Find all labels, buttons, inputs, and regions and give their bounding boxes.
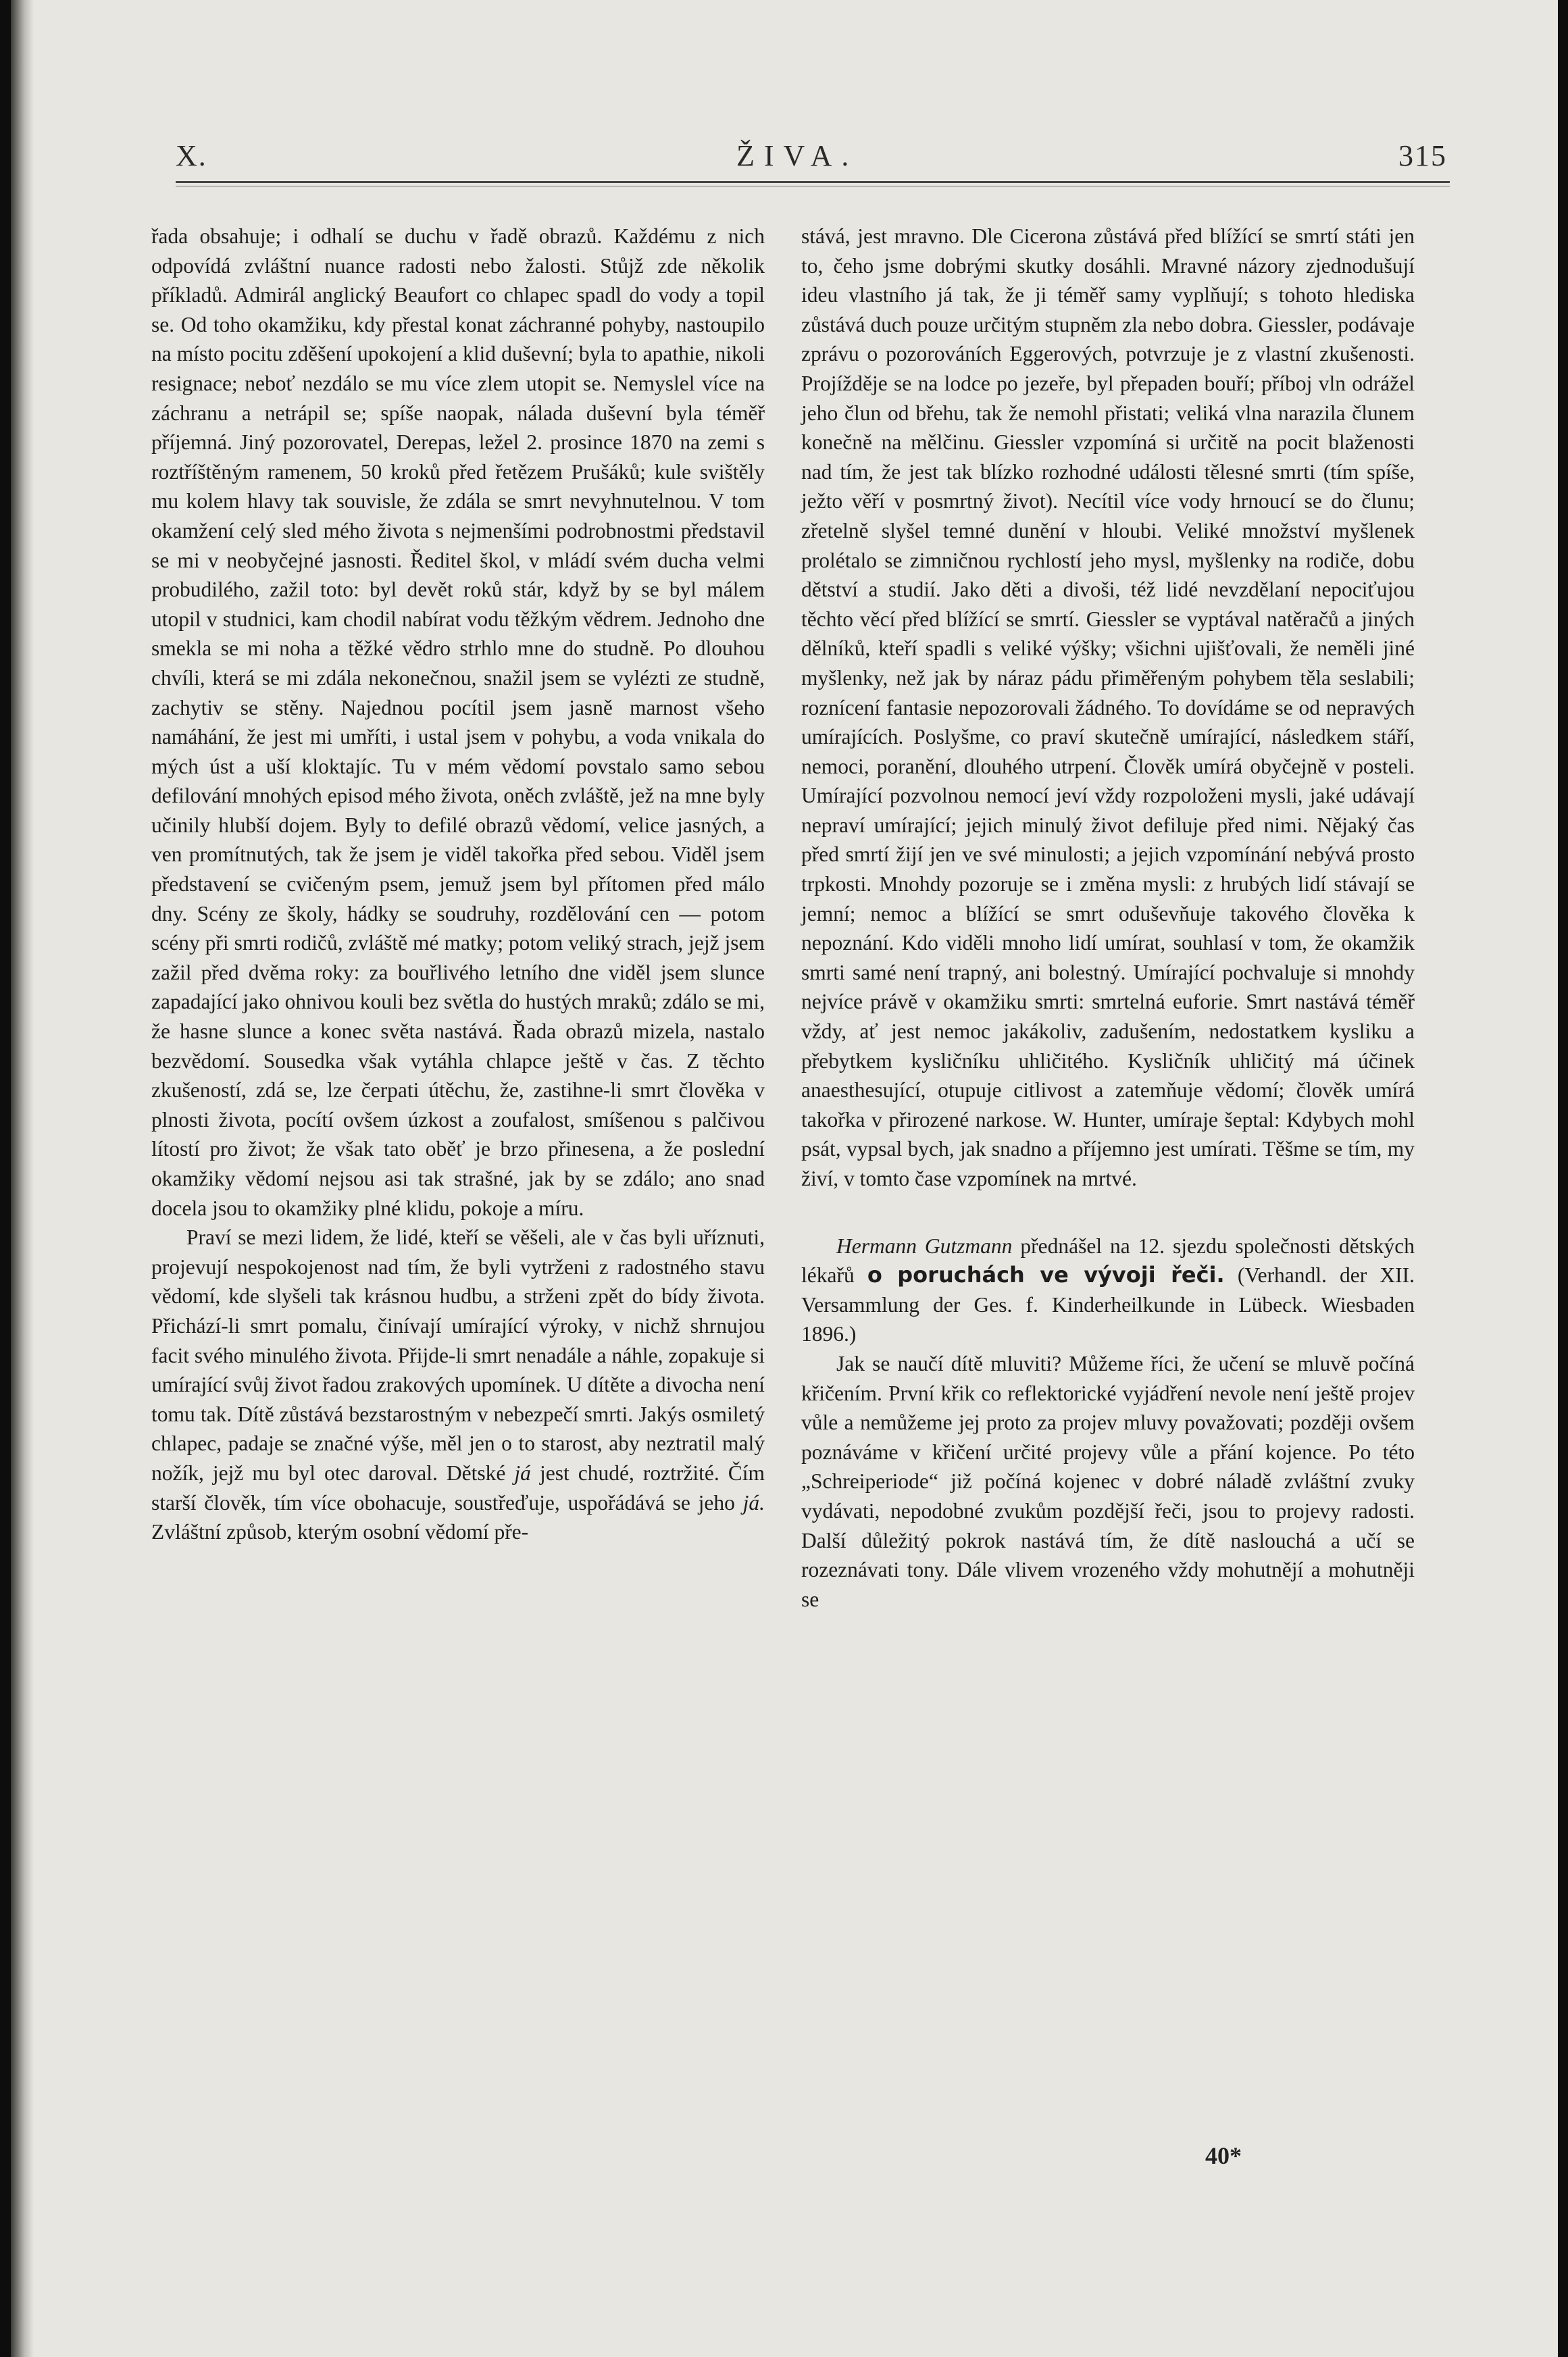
right-column (801, 222, 1415, 1614)
ja-italic-2: já. (742, 1490, 765, 1515)
left-column (151, 222, 765, 1547)
left-paragraph-2 (151, 1223, 765, 1547)
right-paragraph-3: Jak se naučí dítě mluviti? Můžeme říci, že učení se mluvě počíná křičením. První křik co reflektorické vyjádření nevole není ještě projev vůle a nemůžeme jej proto za projev mluvy považovati; později ovšem poznáváme v křičení určité projevy vůle a přání kojence. Po této „Schreiperiode“ již počíná kojenec v dobré náladě zvláštní zvuky vydávati, nepodobné zvukům pozdější řeči, jsou to projevy radosti. Další důležitý pokrok nastává tím, že dítě naslouchá a učí se rozeznávati tony. Dále vlivem vrozeného vždy mohutnějí a mohutněji se (801, 1351, 1415, 1611)
header-rule (176, 181, 1450, 186)
printer-signature: 40* (1205, 2142, 1242, 2169)
right-paragraph-2-a: přednášel na 12. sjezdu společnosti dětských lékařů (801, 1234, 1415, 1288)
running-header (176, 138, 1447, 176)
volume-number: X. (176, 139, 207, 172)
left-paragraph-2-mid: jest chudé, roztržité. Čím starší člověk, tím více obohacuje, soustřeďuje, uspořádává se jeho (151, 1461, 765, 1515)
author-name: Hermann Gutzmann (836, 1234, 1013, 1258)
right-paragraph-2 (801, 1232, 1415, 1349)
page (11, 0, 1558, 2357)
ja-italic-1: já (514, 1461, 531, 1485)
journal-title: ŽIVA. (736, 139, 859, 172)
page-edge-shadow (11, 0, 34, 2357)
left-paragraph-1: řada obsahuje; i odhalí se duchu v řadě obrazů. Každému z nich odpovídá zvláštní nuance radosti nebo žalosti. Stůjž zde několik příkladů. Admirál anglický Beaufort co chlapec spadl do vody a topil se. Od toho okamžiku, kdy přestal konat záchranné pohyby, nastoupilo na místo pocitu zděšení upokojení a klid duševní; byla to apathie, nikoli resignace; neboť nezdálo se mu více zlem utopit se. Nemyslel více na záchranu a netrápil se; spíše naopak, nálada duševní byla téměř příjemná. Jiný pozorovatel, Derepas, ležel 2. prosince 1870 na zemi s roztříštěným ramenem, 50 kroků před řetězem Prušáků; kule svištěly mu kolem hlavy tak souvisle, že zdála se smrt nevyhnutelnou. V tom okamžení celý sled mého života s nejmenšími podrobnostmi představil se mi v neobyčejné jasnosti. Ředitel škol, v mládí svém ducha velmi probudilého, zažil toto: byl devět roků stár, když by se byl málem utopil v studnici, kam chodil nabírat vodu těžkým vědrem. Jednoho dne smekla se mi noha a těžké vědro strhlo mne do studně. Po dlouhou chvíli, která se mi zdála nekonečnou, snažil jsem se vylézti ze studně, zachytiv se stěny. Najednou pocítil jsem jasně marnost všeho namáhání, že jest mi umříti, i ustal jsem v pohybu, a voda vnikala do mých úst a uší kloktajíc. Tu v mém vědomí povstalo samo sebou defilování mnohých episod mého života, oněch zvláště, jež na mne byly učinily hlubší dojem. Byly to defilé obrazů vědomí, velice jasných, a ven promítnutých, tak že jsem je viděl takořka před sebou. Viděl jsem představení se cvičeným psem, jemuž jsem byl přítomen před málo dny. Scény ze školy, hádky se soudruhy, rozdělování cen — potom scény při smrti rodičů, zvláště mé matky; potom veliký strach, jejž jsem zažil před dvěma roky: za bouřlivého letního dne viděl jsem slunce zapadající jako ohnivou kouli bez světla do hustých mraků; zdálo se mi, že hasne slunce a konec světa nastává. Řada obrazů mizela, nastalo bezvědomí. Sousedka však vytáhla chlapce ještě v čas. Z těchto zkušeností, zdá se, lze čerpati útěchu, že, zastihne-li smrt člověka v plnosti života, pocítí ovšem úzkost a zoufalost, smíšenou s palčivou lítostí pro život; že však tato oběť je brzo přinesena, a že poslední okamžiky vědomí nejsou asi tak strašné, jak by se zdálo; ano snad docela jsou to okamžiky plné klidu, pokoje a míru. (151, 224, 765, 1220)
left-paragraph-2-text: Praví se mezi lidem, že lidé, kteří se věšeli, ale v čas byli uříznuti, projevují nespokojenost nad tím, že byli vytrženi z radostného stavu vědomí, kde slyšeli tak krásnou hudbu, a strženi zpět do bídy života. Přichází-li smrt pomalu, činívají umírající výroky, v nichž shrnujou facit svého minulého života. Přijde-li smrt nenadále a náhle, zopakuje si umírající svůj život řadou zrakových upomínek. U dítěte a divocha není tomu tak. Dítě zůstává bezstarostným v nebezpečí smrti. Jakýs osmiletý chlapec, padaje se značné výše, měl jen o to starost, aby neztratil malý nožík, jejž mu byl otec daroval. Dětské (151, 1225, 765, 1485)
page-number: 315 (1398, 139, 1447, 172)
right-paragraph-1: stává, jest mravno. Dle Cicerona zůstává před blížící se smrtí státi jen to, čeho jsme dobrými skutky dosáhli. Mravné názory zjednodušují ideu vlastního já tak, že ji téměř samy vyplňují; s tohoto hlediska zůstává duch pouze určitým stupněm zla nebo dobra. Giessler, podávaje zprávu o pozorováních Eggerových, potvrzuje je z vlastní zkušenosti. Projížděje se na lodce po jezeře, byl přepaden bouří; příboj vln odrážel jeho člun od břehu, tak že nemohl přistati; veliká vlna narazila člunem konečně na mělčinu. Giessler vzpomíná si určitě na pocit blaženosti nad tím, že jest tak blízko rozhodné události tělesné smrti (tím spíše, ježto věří v posmrtný život). Necítil více vody hrnoucí se do člunu; zřetelně slyšel temné dunění v hloubi. Veliké množství myšlenek prolétalo se zimničnou rychlostí jeho mysl, myšlenky na rodiče, dobu dětství a studií. Jako děti a divoši, též lidé nevzdělaní nepociťujou těchto věcí před blížící se smrtí. Giessler se vyptával natěračů a jiných dělníků, kteří spadli s veliké výšky; všichni ujišťovali, že neměli jiné myšlenky, než jak by náraz pádu přiměřeným pohybem těla seslabili; roznícení fantasie nepozorovali žádného. To dovídáme se od nepravých umírajících. Poslyšme, co praví skutečně umírající, následkem stáří, nemoci, poranění, dlouhého utrpení. Člověk umírá obyčejně v posteli. Umírající pozvolnou nemocí jeví vždy rozpoloženi mysli, jaké udávají nepraví umírající; jejich minulý život defiluje před nimi. Nějaký čas před smrtí žijí jen ve své minulosti; a jejich vzpomínání nebývá prosto trpkosti. Mnohdy pozoruje se i změna mysli: z hrubých lidí stávají se jemní; nemoc a blížící se smrt oduševňuje takového člověka k nepoznání. Kdo viděli mnoho lidí umírat, souhlasí v tom, že okamžik smrti samé není trapný, ani bolestný. Umírající pochvaluje si mnohdy nejvíce právě v okamžiku smrti: smrtelná euforie. Smrt nastává téměř vždy, ať jest nemoc jakákoliv, zadušením, nedostatkem kysliku a přebytkem kysličníku uhličitého. Kysličník uhličitý má účinek anaesthesující, otupuje citlivost a zatemňuje vědomí; člověk umírá takořka v přirozené narkose. W. Hunter, umíraje šeptal: Kdybych mohl psát, vypsal bych, jak snadno a příjemno jest umírati. Těšme se tím, my živí, v tomto čase vzpomínek na mrtvé. (801, 224, 1415, 1190)
lecture-title: o poruchách ve vývoji řeči. (867, 1262, 1225, 1288)
right-paragraph-2-b: (Verhandl. der XII. Versammlung der Ges. f. Kinderheilkunde in Lübeck. Wiesbaden 1896.) (801, 1263, 1415, 1346)
left-paragraph-2-end: Zvláštní způsob, kterým osobní vědomí pře- (151, 1520, 529, 1544)
